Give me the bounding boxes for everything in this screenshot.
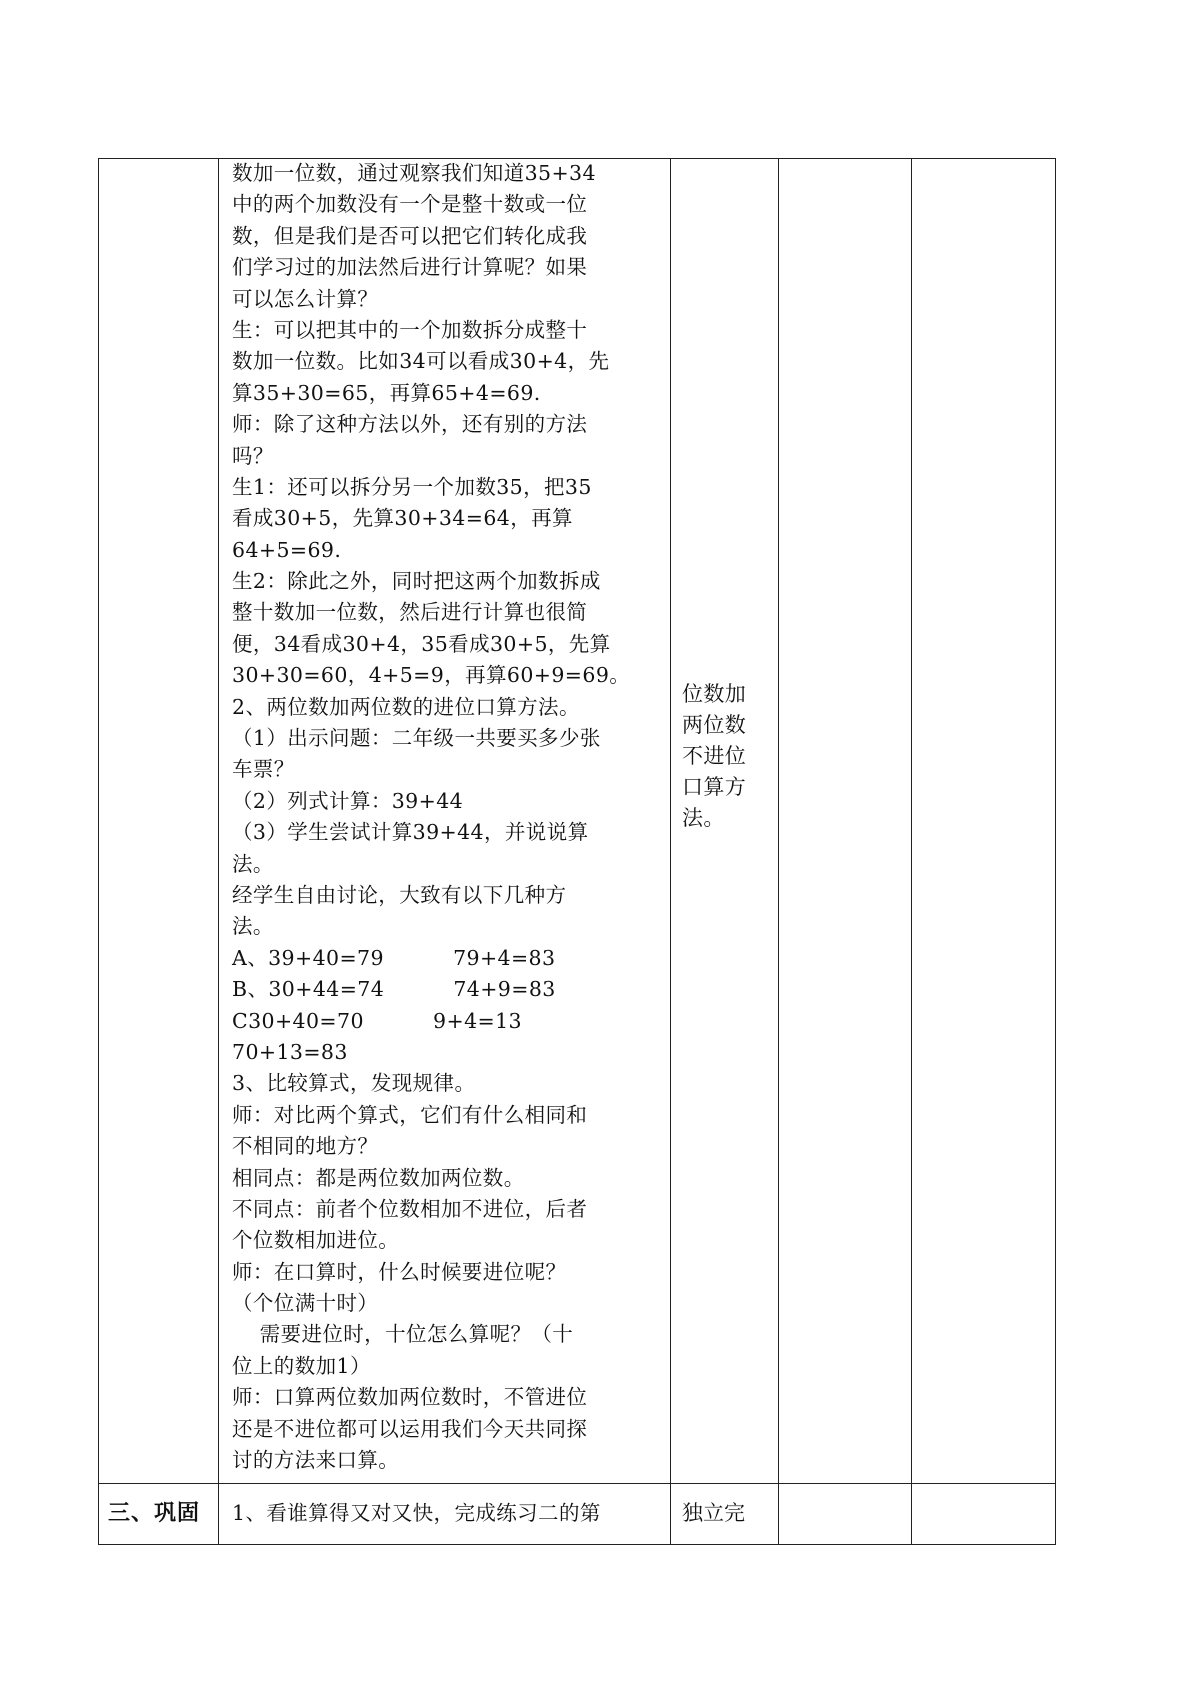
text-line: 法。 [682,806,725,830]
consolidation-text: 1、看谁算得又对又快，完成练习二的第 [232,1501,601,1525]
text-line: 师：除了这种方法以外，还有别的方法 [232,412,588,437]
text-line: 吗？ [232,443,274,468]
text-line: 两位数 [682,713,747,737]
text-line: 师：对比两个算式，它们有什么相同和 [232,1102,588,1127]
text-line: 个位数相加进位。 [232,1228,400,1253]
text-line: 3、比较算式，发现规律。 [232,1071,476,1096]
table-border-left [98,158,99,1545]
text-line: 便，34看成30+4，35看成30+5，先算 [232,631,611,656]
table-border-bottom [98,1544,1056,1545]
text-line: 70+13=83 [232,1039,348,1064]
text-line: 生1：还可以拆分另一个加数35，把35 [232,474,592,499]
text-line: 整十数加一位数，然后进行计算也很简 [232,600,588,625]
text-line: （1）出示问题：二年级一共要买多少张 [232,726,601,751]
text-line: C30+40=70 9+4=13 [232,1008,522,1033]
text-line: 位上的数加1） [232,1353,371,1378]
text-line: 车票？ [232,757,295,782]
text-line: 师：在口算时，什么时候要进位呢？ [232,1259,567,1284]
text-line: 需要进位时，十位怎么算呢？（十 [232,1322,574,1347]
table-col-divider-4 [911,158,912,1545]
text-line: 不同点：前者个位数相加不进位，后者 [232,1196,588,1221]
table-col-divider-2 [670,158,671,1545]
table-row-divider [98,1483,1056,1484]
text-line: 法。 [232,851,274,876]
text-line: 中的两个加数没有一个是整十数或一位 [232,192,588,217]
text-line: 口算方 [682,775,747,799]
section-label-consolidation: 三、巩固 [108,1501,201,1526]
text-line: 经学生自由讨论，大致有以下几种方 [232,882,567,907]
table-col-divider-3 [778,158,779,1545]
text-line: （个位满十时） [232,1291,379,1316]
text-line: 法。 [232,914,274,939]
table-border-right [1055,158,1056,1545]
text-line: 不相同的地方？ [232,1134,379,1159]
text-line: 数加一位数。比如34可以看成30+4，先 [232,349,610,374]
text-line: 相同点：都是两位数加两位数。 [232,1165,525,1190]
design-intent-text [682,679,782,834]
consolidation-intent-text: 独立完 [682,1501,745,1525]
text-line: B、30+44=74 74+9=83 [232,977,556,1002]
lesson-process-text [232,158,662,1476]
text-line: 2、两位数加两位数的进位口算方法。 [232,694,580,719]
text-line: （2）列式计算：39+44 [232,788,464,813]
text-line: 还是不进位都可以运用我们今天共同探 [232,1416,588,1441]
text-line: 数加一位数，通过观察我们知道35+34 [232,161,596,185]
text-line: 师：口算两位数加两位数时，不管进位 [232,1385,588,1410]
text-line: 64+5=69. [232,537,342,562]
text-line: 看成30+5，先算30+34=64，再算 [232,506,573,531]
text-line: （3）学生尝试计算39+44，并说说算 [232,820,589,845]
text-line: 30+30=60，4+5=9，再算60+9=69。 [232,663,631,688]
text-line: 算35+30=65，再算65+4=69. [232,380,541,405]
text-line: 生2：除此之外，同时把这两个加数拆成 [232,569,601,594]
text-line: A、39+40=79 79+4=83 [232,945,556,970]
text-line: 不进位 [682,744,747,768]
text-line: 可以怎么计算？ [232,286,379,311]
text-line: 生：可以把其中的一个加数拆分成整十 [232,317,588,342]
text-line: 位数加 [682,682,747,706]
table-col-divider-1 [218,158,219,1545]
text-line: 们学习过的加法然后进行计算呢？如果 [232,255,588,280]
text-line: 讨的方法来口算。 [232,1448,400,1473]
text-line: 数，但是我们是否可以把它们转化成我 [232,223,588,248]
